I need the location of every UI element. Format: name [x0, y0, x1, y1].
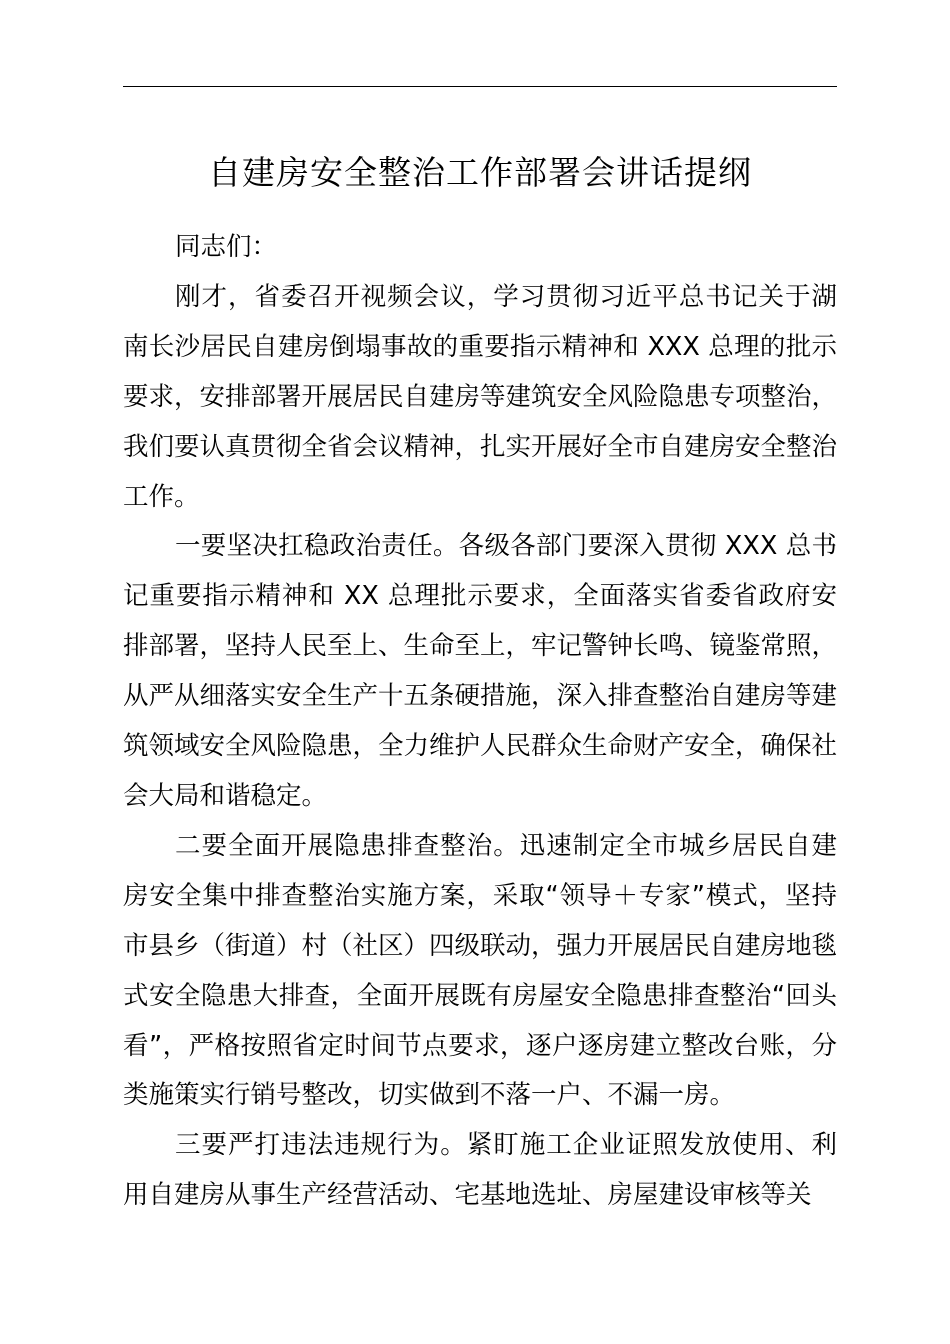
paragraph-crackdown: 三要严打违法违规行为。紧盯施工企业证照发放使用、利用自建房从事生产经营活动、宅基地选址、房屋建设审核等关	[123, 1130, 837, 1211]
salutation: 同志们：	[175, 232, 278, 262]
document-title: 自建房安全整治工作部署会讲话提纲	[208, 153, 752, 192]
paragraph-political-responsibility: 一要坚决扛稳政治责任。各级各部门要深入贯彻 XXX 总书记重要指示精神和 XX 总理批示要求，全面落实省委省政府安排部署，坚持人民至上、生命至上，牢记警钟长鸣、镜鉴常照，从严从细落实安全生产十五条硬措施，深入排查整治自建房等建筑领域安全风险隐患，全力维护人民群众生命财产安全，确保社会大局和谐稳定。	[123, 531, 838, 811]
document-body	[123, 223, 837, 1221]
paragraph-hazard-inspection: 二要全面开展隐患排查整治。迅速制定全市城乡居民自建房安全集中排查整治实施方案，采取“领导＋专家”模式，坚持市县乡（街道）村（社区）四级联动，强力开展居民自建房地毯式安全隐患大排查，全面开展既有房屋安全隐患排查整治“回头看”，严格按照省定时间节点要求，逐户逐房建立整改台账，分类施策实行销号整改，切实做到不落一户、不漏一房。	[123, 830, 838, 1111]
paragraph-intro: 刚才，省委召开视频会议，学习贯彻习近平总书记关于湖南长沙居民自建房倒塌事故的重要指示精神和 XXX 总理的批示要求，安排部署开展居民自建房等建筑安全风险隐患专项整治，我们要认真贯彻全省会议精神，扎实开展好全市自建房安全整治工作。	[123, 281, 838, 512]
header-rule	[123, 86, 837, 87]
